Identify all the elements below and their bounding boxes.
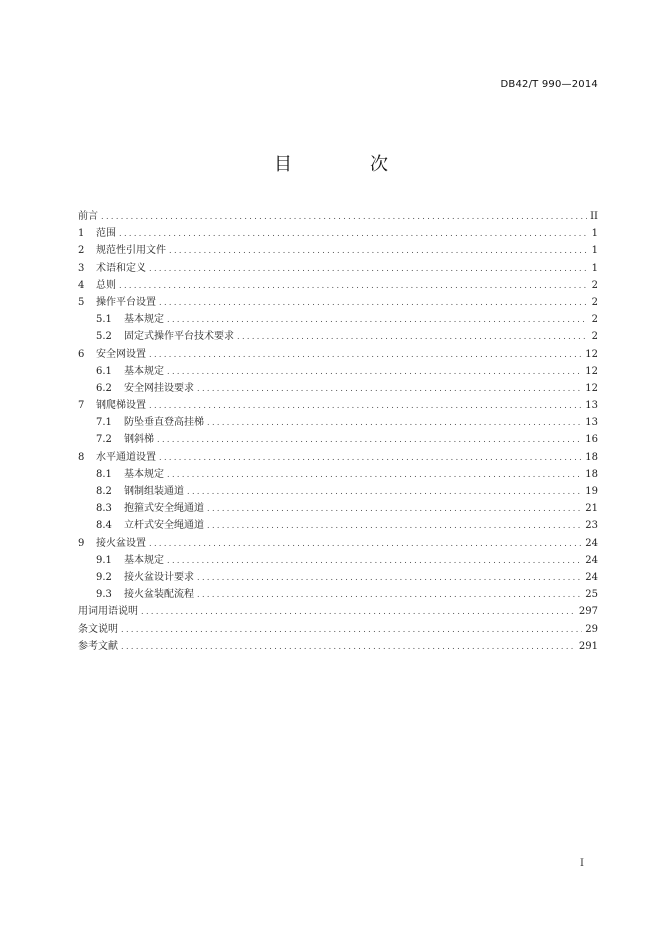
toc-entry-number: 9 (78, 537, 85, 549)
dot-leader (207, 500, 582, 517)
toc-entry[interactable] (78, 294, 598, 311)
toc-entry[interactable] (78, 380, 598, 397)
toc-entry-number: 5.1 (96, 314, 112, 326)
toc-entry[interactable] (78, 483, 598, 500)
toc-entry-number: 8.3 (96, 503, 112, 515)
dot-leader (197, 380, 582, 397)
toc-entry[interactable] (78, 500, 598, 517)
toc-entry-title: 参考文献 (78, 640, 118, 652)
dot-leader (197, 586, 582, 603)
dot-leader (167, 552, 582, 569)
toc-entry[interactable] (78, 208, 598, 225)
toc-entry[interactable] (78, 363, 598, 380)
toc-entry-title: 安全网挂设要求 (124, 382, 194, 394)
toc-entry-title: 钢爬梯设置 (96, 400, 146, 412)
toc-entry-title: 用词用语说明 (78, 606, 138, 618)
toc-entry-page: 25 (585, 589, 598, 601)
dot-leader (167, 363, 582, 380)
toc-entry-page: 2 (591, 331, 598, 343)
toc-entry-title: 基本规定 (124, 468, 164, 480)
dot-leader (167, 466, 582, 483)
dot-leader (157, 431, 582, 448)
dot-leader (149, 346, 582, 363)
toc-entry-page: 23 (585, 520, 598, 532)
dot-leader (207, 517, 582, 534)
toc-entry-title: 防坠垂直登高挂梯 (124, 417, 204, 429)
toc-entry-number: 8.4 (96, 520, 112, 532)
toc-entry-number: 5 (78, 296, 85, 308)
toc-entry[interactable] (78, 414, 598, 431)
toc-entry-title: 术语和定义 (96, 262, 146, 274)
toc-entry-number: 9.3 (96, 589, 112, 601)
toc-entry-page: 24 (585, 537, 598, 549)
toc-entry-page: 29 (585, 623, 598, 635)
dot-leader (149, 535, 582, 552)
toc-entry-number: 6.2 (96, 382, 112, 394)
toc-entry[interactable] (78, 535, 598, 552)
toc-entry-number: 7.2 (96, 434, 112, 446)
toc-entry[interactable] (78, 242, 598, 259)
toc-entry[interactable] (78, 638, 598, 655)
toc-entry-page: 2 (591, 296, 598, 308)
toc-entry-title: 抱箍式安全绳通道 (124, 503, 204, 515)
toc-entry[interactable] (78, 603, 598, 620)
toc-entry-number: 9.1 (96, 554, 112, 566)
toc-entry-page: 24 (585, 571, 598, 583)
toc-entry-number: 2 (78, 245, 85, 257)
document-code: DB42/T 990—2014 (500, 79, 598, 90)
toc-entry-title: 钢制组装通道 (124, 486, 184, 497)
toc-entry-number: 6 (78, 348, 85, 360)
page-title: 目 次 (274, 154, 418, 175)
toc-entry-title: 规范性引用文件 (96, 245, 166, 257)
toc-entry-page: 291 (578, 640, 598, 652)
toc-entry-title: 接火盆设置 (96, 537, 146, 549)
dot-leader (119, 277, 587, 294)
toc-entry[interactable] (78, 586, 598, 603)
dot-leader (187, 483, 582, 500)
toc-entry-number: 7.1 (96, 417, 112, 429)
dot-leader (159, 449, 582, 466)
toc-entry-title: 条文说明 (78, 623, 118, 635)
toc-entry-page: 13 (585, 417, 598, 429)
toc-entry-page: 2 (591, 314, 598, 326)
toc-entry-page: 21 (585, 503, 598, 515)
table-of-contents (78, 208, 598, 655)
dot-leader (149, 397, 582, 414)
toc-entry-page: 16 (585, 434, 598, 446)
toc-entry-title: 基本规定 (124, 554, 164, 566)
toc-entry[interactable] (78, 431, 598, 448)
toc-entry-title: 钢斜梯 (124, 434, 154, 446)
dot-leader (159, 294, 587, 311)
toc-entry-title: 范围 (96, 228, 116, 240)
dot-leader (207, 414, 582, 431)
toc-entry[interactable] (78, 466, 598, 483)
toc-entry-title: 总则 (96, 279, 116, 291)
dot-leader (121, 621, 582, 638)
toc-entry-page: 18 (585, 468, 598, 480)
dot-leader (141, 603, 576, 620)
toc-entry-title: 前言 (78, 211, 98, 222)
toc-entry-number: 7 (78, 400, 85, 412)
toc-entry[interactable] (78, 277, 598, 294)
toc-entry-title: 水平通道设置 (96, 451, 156, 463)
dot-leader (167, 311, 587, 328)
toc-entry-page: 12 (585, 382, 598, 394)
toc-entry-title: 接火盆设计要求 (124, 571, 194, 583)
toc-entry-page: 24 (585, 554, 598, 566)
toc-entry[interactable] (78, 397, 598, 414)
toc-entry-page: 12 (585, 348, 598, 360)
toc-entry-page: 297 (578, 606, 598, 618)
toc-entry-page: 18 (585, 451, 598, 463)
page-number: I (580, 858, 584, 869)
toc-entry-title: 接火盆装配流程 (124, 589, 194, 601)
dot-leader (119, 225, 587, 242)
toc-entry-title: 操作平台设置 (96, 296, 156, 308)
dot-leader (197, 569, 582, 586)
toc-entry[interactable] (78, 449, 598, 466)
toc-entry-page: 19 (585, 486, 598, 497)
toc-entry-title: 立杆式安全绳通道 (124, 520, 204, 532)
toc-entry-number: 8 (78, 451, 85, 463)
toc-entry[interactable] (78, 311, 598, 328)
toc-entry[interactable] (78, 552, 598, 569)
toc-entry[interactable] (78, 517, 598, 534)
dot-leader (237, 328, 587, 345)
toc-entry[interactable] (78, 621, 598, 638)
toc-entry-title: 基本规定 (124, 314, 164, 326)
toc-entry-number: 1 (78, 228, 85, 240)
toc-entry-page: 2 (591, 279, 598, 291)
toc-entry-number: 4 (78, 279, 85, 291)
toc-entry[interactable] (78, 569, 598, 586)
dot-leader (101, 208, 587, 225)
toc-entry[interactable] (78, 328, 598, 345)
toc-entry-number: 9.2 (96, 571, 112, 583)
dot-leader (149, 260, 587, 277)
toc-entry-title: 安全网设置 (96, 348, 146, 360)
toc-entry-page: 13 (585, 400, 598, 412)
toc-entry-title: 基本规定 (124, 365, 164, 377)
toc-entry-page: 12 (585, 365, 598, 377)
toc-entry-title: 固定式操作平台技术要求 (124, 331, 234, 343)
dot-leader (121, 638, 576, 655)
toc-entry[interactable] (78, 225, 598, 242)
toc-entry-page: 1 (591, 245, 598, 257)
toc-entry-number: 5.2 (96, 331, 112, 343)
toc-entry[interactable] (78, 346, 598, 363)
toc-entry-number: 6.1 (96, 365, 112, 377)
toc-entry-number: 8.1 (96, 468, 112, 480)
toc-entry[interactable] (78, 260, 598, 277)
toc-entry-number: 3 (78, 262, 85, 274)
toc-entry-number: 8.2 (96, 486, 112, 497)
dot-leader (169, 242, 587, 259)
toc-entry-page: II (590, 211, 598, 222)
toc-entry-page: 1 (591, 262, 598, 274)
toc-entry-page: 1 (591, 228, 598, 240)
